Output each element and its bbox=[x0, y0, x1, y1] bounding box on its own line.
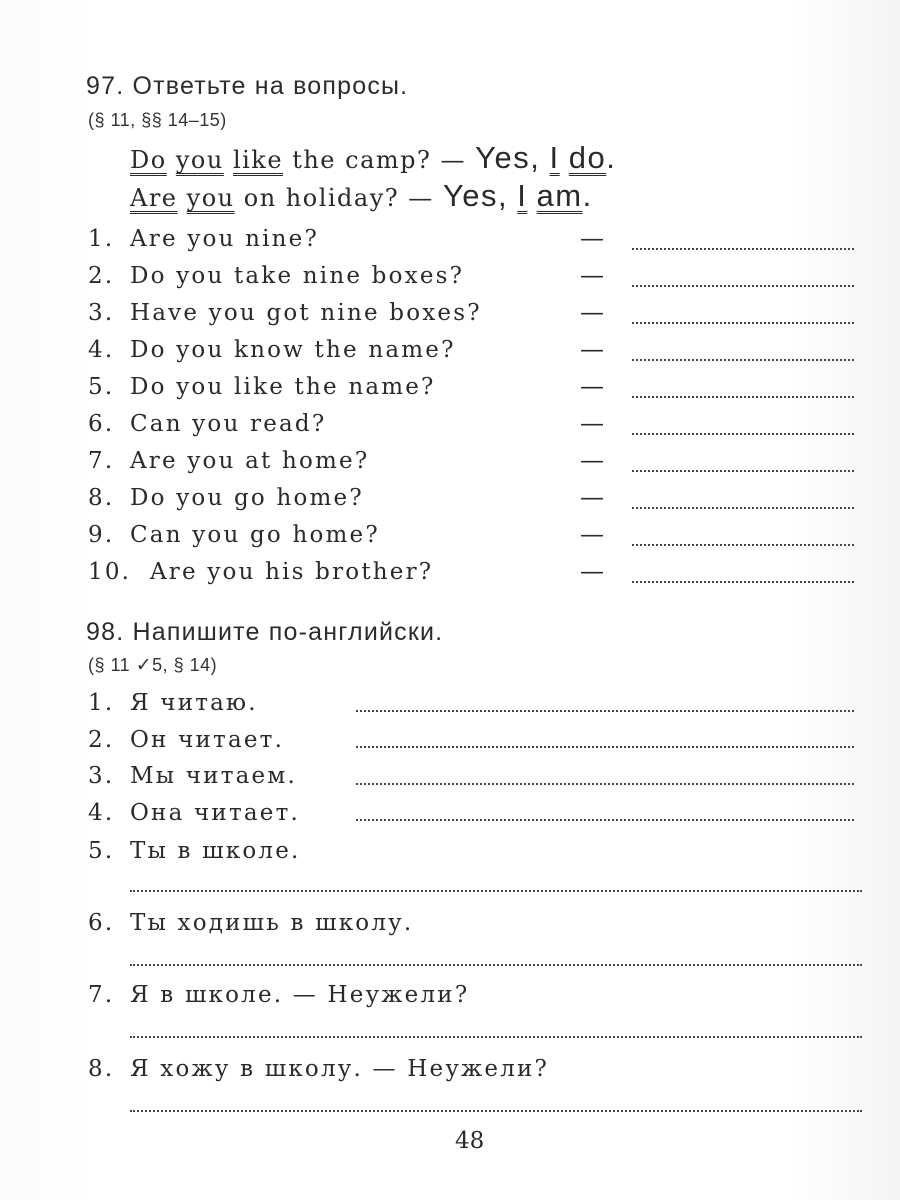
example-rest: on holiday? — bbox=[243, 184, 434, 212]
question-number: 2. bbox=[88, 263, 115, 289]
answer-line[interactable] bbox=[632, 359, 854, 361]
question-text: Can you read? bbox=[130, 411, 327, 437]
item-number: 1. bbox=[88, 690, 115, 716]
item-text: Он читает. bbox=[130, 727, 285, 753]
answer-dash: — bbox=[580, 261, 607, 289]
answer-dash: — bbox=[580, 557, 607, 585]
item-text: Мы читаем. bbox=[130, 763, 297, 789]
question-number: 9. bbox=[88, 522, 115, 548]
exercise-98-references bbox=[88, 654, 217, 676]
item-number: 7. bbox=[88, 982, 115, 1008]
question-number: 6. bbox=[88, 411, 115, 437]
question-row bbox=[88, 226, 858, 260]
answer-dash: — bbox=[580, 409, 607, 437]
question-number: 5. bbox=[88, 374, 115, 400]
question-text: Are you at home? bbox=[130, 448, 370, 474]
question-row bbox=[88, 559, 858, 593]
question-text: Do you like the name? bbox=[130, 374, 436, 400]
answer-dash: — bbox=[580, 335, 607, 363]
example-period: . bbox=[606, 140, 617, 175]
question-text: Have you got nine boxes? bbox=[130, 300, 482, 326]
item-number: 5. bbox=[88, 838, 115, 864]
answer-dash: — bbox=[580, 298, 607, 326]
answer-line[interactable] bbox=[356, 783, 854, 785]
question-number: 10. bbox=[88, 559, 132, 585]
example-answer: Yes, bbox=[442, 178, 509, 213]
question-row bbox=[88, 300, 858, 334]
answer-dash: — bbox=[580, 372, 607, 400]
answer-line[interactable] bbox=[130, 1110, 862, 1112]
answer-dash: — bbox=[580, 483, 607, 511]
answer-line[interactable] bbox=[632, 248, 854, 250]
answer-dash: — bbox=[580, 446, 607, 474]
question-text: Do you know the name? bbox=[130, 337, 456, 363]
question-row bbox=[88, 374, 858, 408]
question-row bbox=[88, 263, 858, 297]
example-answer: am bbox=[536, 178, 583, 213]
item-text: Я хожу в школу. — Неужели? bbox=[130, 1056, 550, 1082]
answer-line[interactable] bbox=[356, 746, 854, 748]
answer-line[interactable] bbox=[130, 1036, 862, 1038]
item-text: Ты ходишь в школу. bbox=[130, 910, 414, 936]
question-number: 7. bbox=[88, 448, 115, 474]
page-number: 48 bbox=[455, 1128, 485, 1154]
item-text: Я читаю. bbox=[130, 690, 258, 716]
answer-line[interactable] bbox=[632, 507, 854, 509]
question-text: Do you go home? bbox=[130, 485, 364, 511]
answer-line[interactable] bbox=[632, 544, 854, 546]
item-text: Я в школе. — Неужели? bbox=[130, 982, 470, 1008]
example-answer: I bbox=[549, 140, 560, 175]
item-number: 6. bbox=[88, 910, 115, 936]
example-rest: the camp? — bbox=[292, 146, 467, 174]
answer-line[interactable] bbox=[130, 890, 862, 892]
answer-line[interactable] bbox=[130, 964, 862, 966]
item-number: 3. bbox=[88, 763, 115, 789]
example-answer: I bbox=[517, 178, 528, 213]
answer-line[interactable] bbox=[356, 710, 854, 712]
item-number: 8. bbox=[88, 1056, 115, 1082]
example-word: you bbox=[175, 146, 224, 174]
item-number: 4. bbox=[88, 800, 115, 826]
answer-line[interactable] bbox=[632, 470, 854, 472]
question-number: 3. bbox=[88, 300, 115, 326]
example-period: . bbox=[582, 178, 593, 213]
answer-line[interactable] bbox=[356, 819, 854, 821]
question-row bbox=[88, 337, 858, 371]
answer-dash: — bbox=[580, 224, 607, 252]
answer-line[interactable] bbox=[632, 322, 854, 324]
reference-part: 5, § 14) bbox=[152, 655, 218, 675]
item-text: Она читает. bbox=[130, 800, 301, 826]
example-word: you bbox=[186, 184, 235, 212]
checkmark-icon: ✓ bbox=[135, 654, 153, 676]
answer-dash: — bbox=[580, 520, 607, 548]
exercise-98-heading: 98. Напишите по-английски. bbox=[86, 618, 444, 646]
question-row bbox=[88, 411, 858, 445]
answer-line[interactable] bbox=[632, 581, 854, 583]
question-row bbox=[88, 522, 858, 556]
item-text: Ты в школе. bbox=[130, 838, 301, 864]
item-number: 2. bbox=[88, 727, 115, 753]
example-1 bbox=[130, 140, 616, 176]
example-word: like bbox=[232, 146, 284, 174]
question-row bbox=[88, 448, 858, 482]
example-answer: do bbox=[568, 140, 607, 175]
example-2 bbox=[130, 178, 593, 214]
exercise-97-references: (§ 11, §§ 14–15) bbox=[88, 110, 227, 130]
exercise-97-heading: 97. Ответьте на вопросы. bbox=[86, 72, 409, 100]
example-answer: Yes, bbox=[475, 140, 541, 175]
reference-part: (§ 11 bbox=[88, 655, 131, 675]
answer-line[interactable] bbox=[632, 396, 854, 398]
question-row bbox=[88, 485, 858, 519]
question-text: Can you go home? bbox=[130, 522, 380, 548]
example-word: Do bbox=[130, 146, 167, 174]
question-number: 1. bbox=[88, 226, 115, 252]
question-number: 4. bbox=[88, 337, 115, 363]
question-text: Are you his brother? bbox=[150, 559, 434, 585]
question-text: Are you nine? bbox=[130, 226, 320, 252]
example-word: Are bbox=[130, 184, 178, 212]
answer-line[interactable] bbox=[632, 433, 854, 435]
answer-line[interactable] bbox=[632, 285, 854, 287]
question-text: Do you take nine boxes? bbox=[130, 263, 465, 289]
question-number: 8. bbox=[88, 485, 115, 511]
